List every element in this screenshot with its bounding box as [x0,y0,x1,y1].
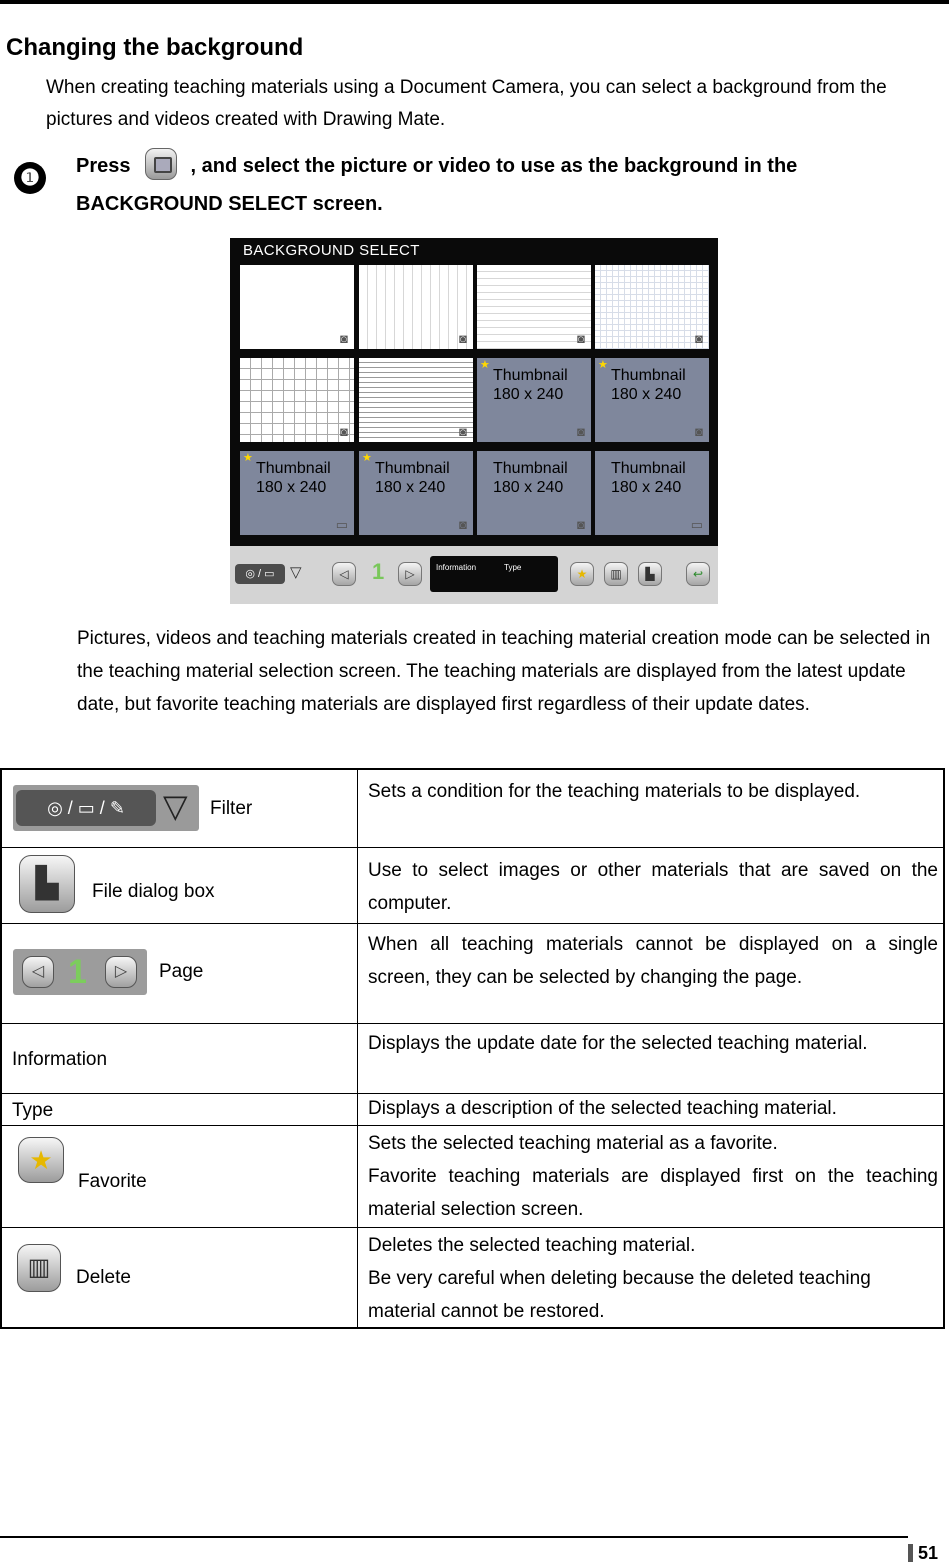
next-arrow-icon: ▷ [105,956,137,988]
thumbnail-size: 180 x 240 [611,386,682,403]
thumbnail-ruled[interactable] [359,358,473,442]
page-number-marker [908,1544,913,1562]
thumbnail-size: 180 x 240 [611,479,682,496]
row-name: Information [12,1049,108,1070]
step-text-after: , and select the picture or video to use as the background in the BACKGROUND SELECT screen. [76,155,798,215]
row-description [368,1229,938,1328]
page-number: 1 [372,559,385,584]
step-text-before: Press [76,155,131,177]
background-button-icon [145,148,177,180]
thumbnail-size: 180 x 240 [256,479,327,496]
thumbnail-label: Thumbnail [493,460,568,477]
favorite-star-icon: ★ [18,1137,64,1183]
description-line: Sets the selected teaching material as a favorite. [368,1133,778,1154]
return-button[interactable]: ↩ [686,562,710,586]
table-row [2,1227,943,1327]
prev-page-button[interactable]: ◁ [332,562,356,586]
page-number: 51 [918,1543,939,1563]
type-label: Type [504,563,522,572]
camera-icon: ◙ [459,517,467,532]
top-rule [0,0,949,4]
row-name: Favorite [78,1171,147,1192]
thumbnail-label: Thumbnail [256,460,331,477]
row-description [368,1127,938,1226]
filter-button[interactable]: ◎ / ▭ [235,564,285,584]
step-number-icon: ❶ [14,162,46,194]
favorite-button[interactable]: ★ [570,562,594,586]
screen-title: BACKGROUND SELECT [243,242,420,259]
video-icon: ▭ [690,517,703,532]
thumbnail-vertical-lines[interactable] [359,265,473,349]
file-dialog-button[interactable]: ▙ [638,562,662,586]
screen-toolbar [230,546,718,604]
row-description: When all teaching materials cannot be displayed on a single screen, they can be selected by changing the page. [368,934,938,988]
table-row [2,770,943,847]
prev-arrow-icon: ◁ [22,956,54,988]
table-row [2,1093,943,1125]
camera-icon: ◙ [577,424,585,439]
row-name: Filter [210,798,253,819]
background-select-screenshot [230,238,718,604]
camera-icon: ◙ [459,424,467,439]
favorite-star-icon: ★ [598,359,608,371]
thumbnail-grid[interactable] [595,265,709,349]
row-description: Displays a description of the selected teaching material. [368,1098,837,1119]
camera-icon: ◙ [577,517,585,532]
thumbnail-label: Thumbnail [493,367,568,384]
table-row [2,1125,943,1227]
row-name: Delete [76,1267,131,1288]
thumbnail-item[interactable] [477,451,591,535]
page-control-image [13,949,147,995]
favorite-star-icon: ★ [243,452,253,464]
page-number: 1 [68,953,87,991]
thumbnail-blank[interactable] [240,265,354,349]
table-row [2,1023,943,1093]
thumbnail-label: Thumbnail [375,460,450,477]
thumbnail-item[interactable] [240,451,354,535]
thumbnail-size: 180 x 240 [375,479,446,496]
filter-icons: ◎ / ▭ / ✎ [16,790,156,826]
row-description: Use to select images or other materials that are saved on the computer. [368,860,938,914]
camera-icon: ◙ [695,424,703,439]
function-table [0,768,945,1329]
delete-button[interactable]: ▥ [604,562,628,586]
description-line: Be very careful when deleting because the deleted teaching material cannot be restored. [368,1268,871,1322]
camera-icon: ◙ [577,331,585,346]
thumbnail-size: 180 x 240 [493,479,564,496]
row-name: File dialog box [92,881,215,902]
thumbnail-cells[interactable] [240,358,354,442]
dropdown-triangle-icon: ▽ [163,788,188,824]
file-dialog-icon: ▙ [19,855,75,913]
info-label: Information [436,563,477,572]
next-page-button[interactable]: ▷ [398,562,422,586]
thumbnail-horizontal-lines[interactable] [477,265,591,349]
footer-rule [0,1536,908,1538]
row-name: Page [159,961,204,982]
camera-icon: ◙ [459,331,467,346]
filter-control-image [13,785,199,831]
step-instruction [76,147,936,223]
row-description: Displays the update date for the selected teaching material. [368,1033,868,1054]
thumbnail-item[interactable] [595,358,709,442]
favorite-star-icon: ★ [362,452,372,464]
table-row [2,847,943,923]
camera-icon: ◙ [340,424,348,439]
camera-icon: ◙ [695,331,703,346]
section-title: Changing the background [6,34,304,61]
info-panel [430,556,558,592]
favorite-star-icon: ★ [480,359,490,371]
row-description: Sets a condition for the teaching materials to be displayed. [368,781,861,802]
intro-paragraph: When creating teaching materials using a Document Camera, you can select a background from the pictures and videos created with Drawing Mate. [46,77,887,130]
camera-icon: ◙ [340,331,348,346]
row-name: Type [12,1100,54,1121]
explanation-paragraph: Pictures, videos and teaching materials created in teaching material creation mode can be selected in the teaching material selection screen. The teaching materials are displayed from the latest update date, but favorite teaching materials are displayed first regardless of their update dates. [77,628,931,715]
thumbnail-item[interactable] [595,451,709,535]
thumbnail-label: Thumbnail [611,460,686,477]
description-line: Deletes the selected teaching material. [368,1235,696,1256]
filter-dropdown-icon[interactable]: ▽ [290,564,302,581]
video-icon: ▭ [335,517,348,532]
thumbnail-item[interactable] [477,358,591,442]
thumbnail-item[interactable] [359,451,473,535]
thumbnail-size: 180 x 240 [493,386,564,403]
trash-icon: ▥ [17,1244,61,1292]
table-row [2,923,943,1023]
description-line: Favorite teaching materials are displayed first on the teaching material selection screen. [368,1166,938,1220]
thumbnail-label: Thumbnail [611,367,686,384]
